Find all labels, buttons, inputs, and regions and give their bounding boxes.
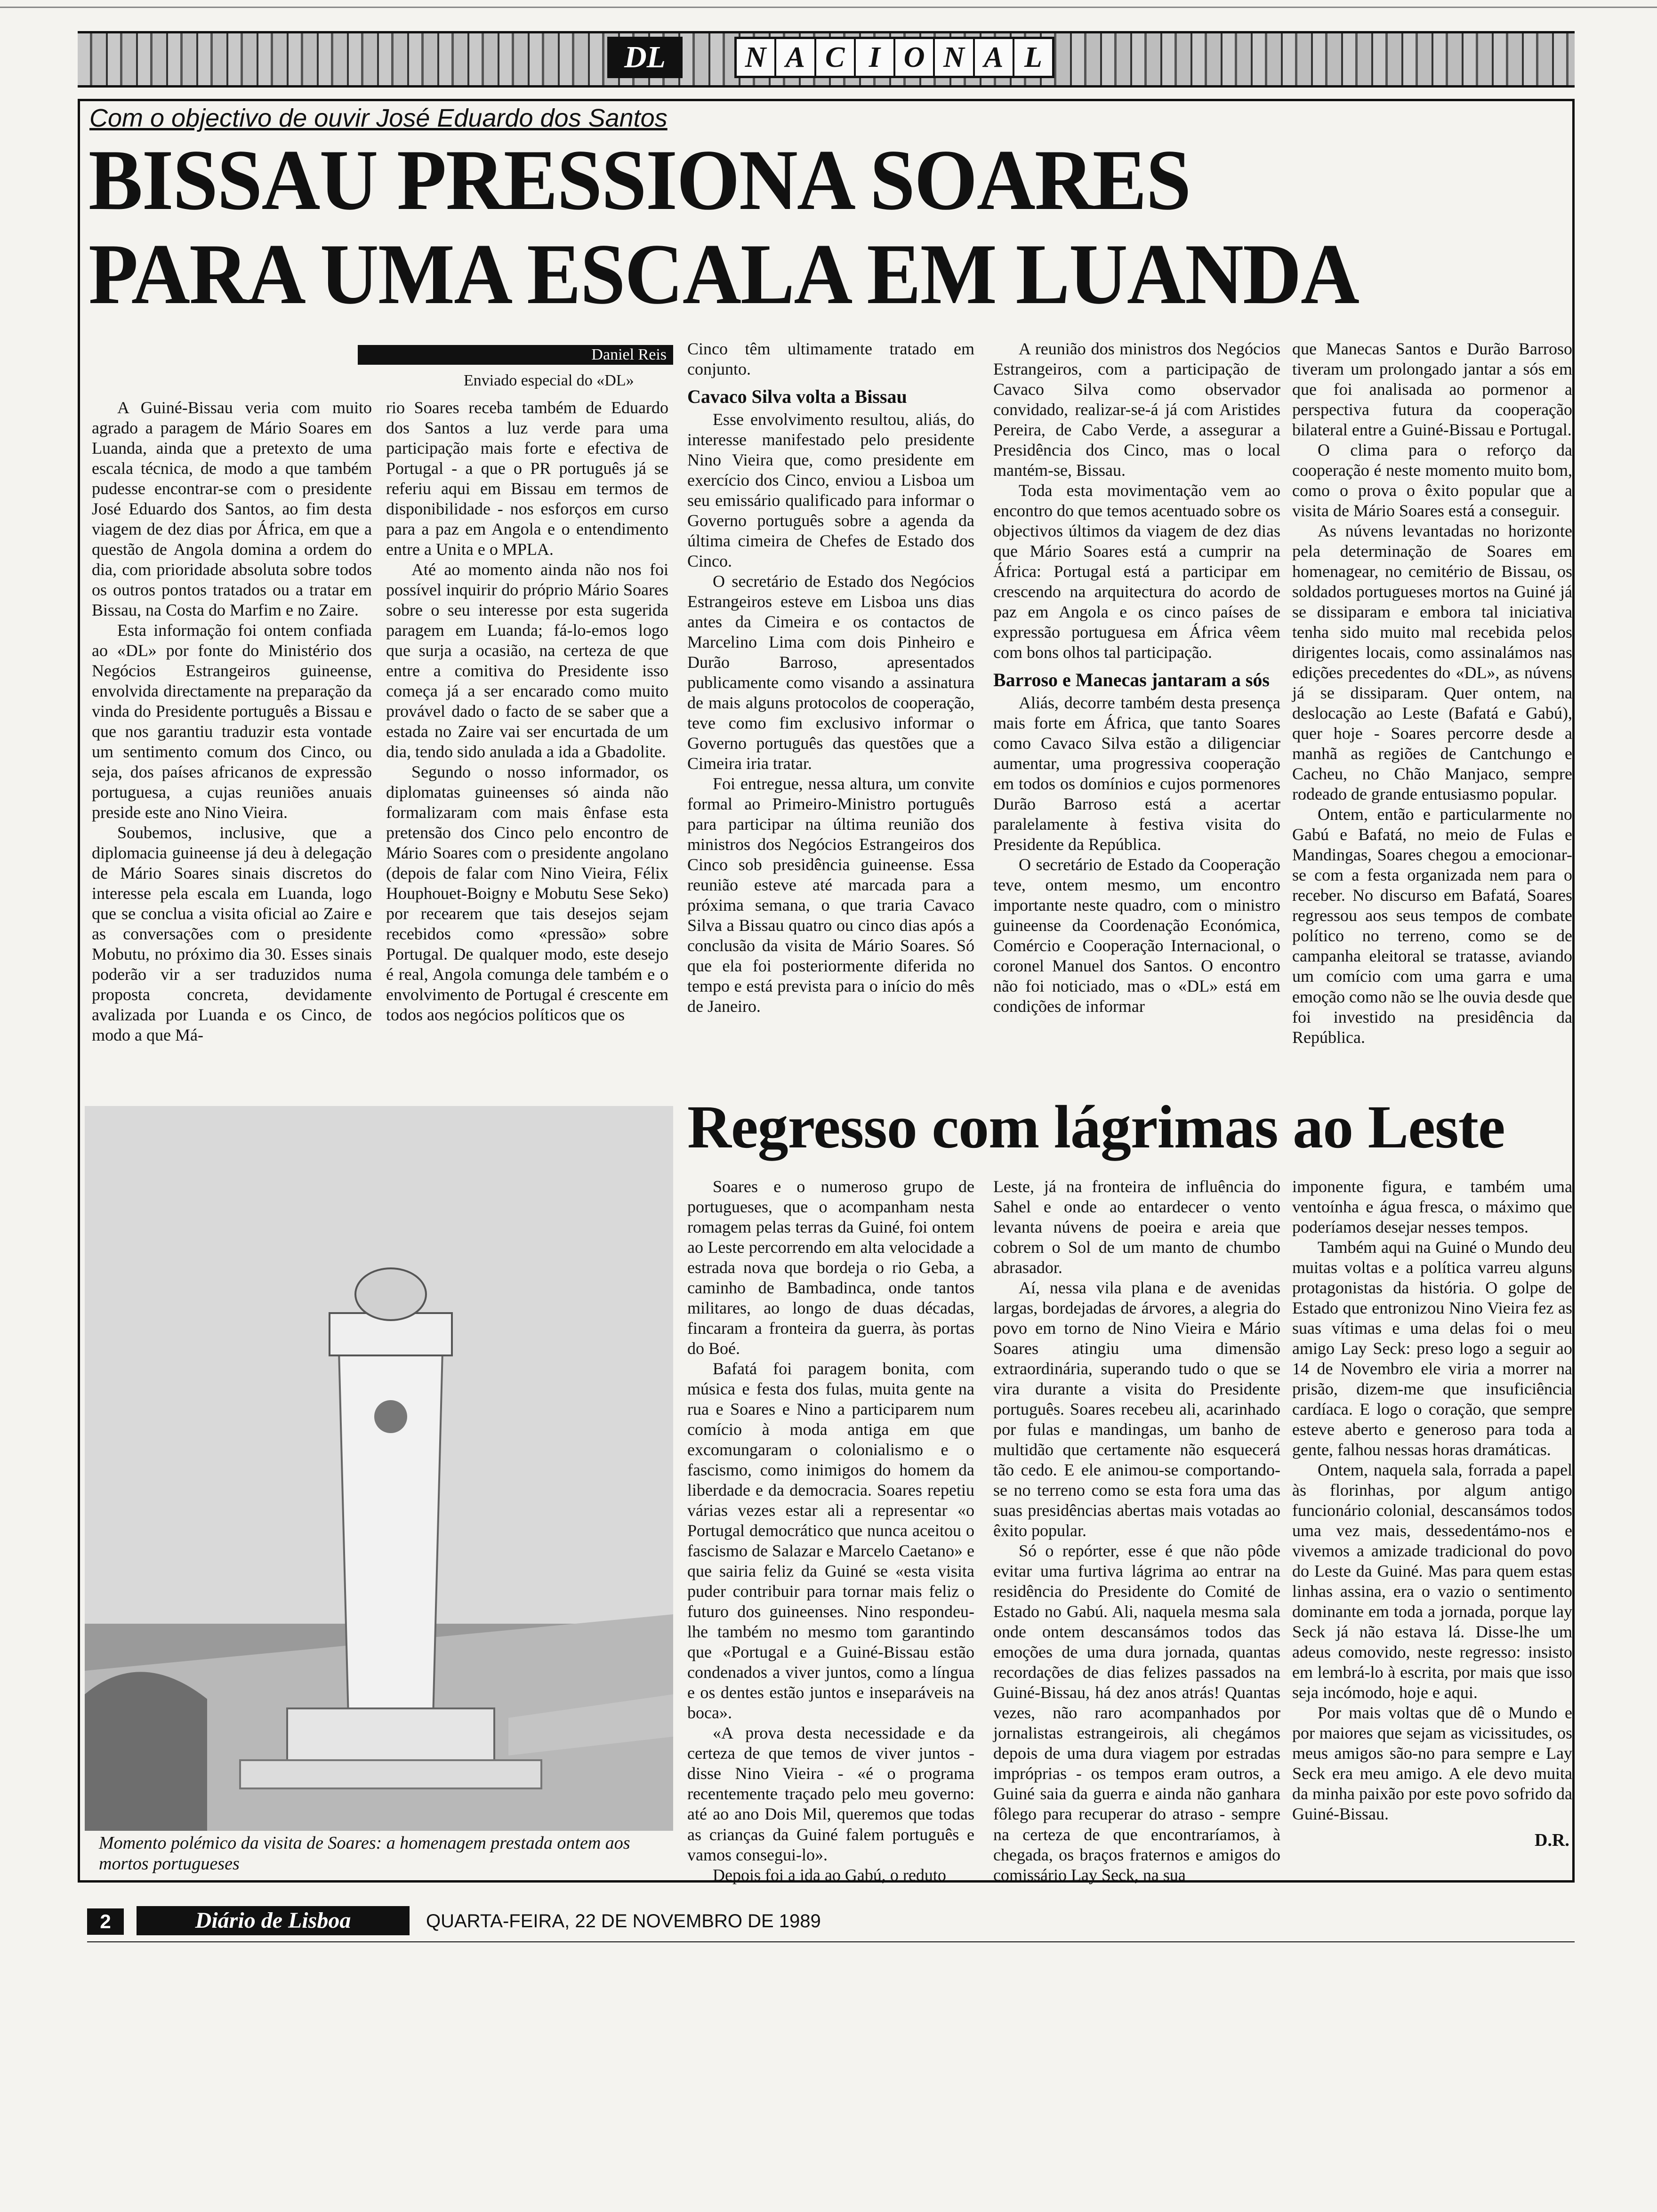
paragraph: «A prova desta necessidade e da certeza de que temos de viver juntos - disse Nino Vieira - «é o programa recentemente traçado pelo meu governo: até ao ano Dois Mil, queremos que todas as crianças da Guiné falem português e vamos consegui-lo».: [687, 1723, 974, 1864]
monument-illustration: [85, 1106, 673, 1831]
newspaper-logo: Diário de Lisboa: [137, 1906, 410, 1935]
article2-column-3: [1292, 1177, 1572, 1825]
paragraph: rio Soares receba também de Eduardo dos Santos a luz verde para uma participação mais forte e efectiva de Portugal - a que o PR português já se referiu aqui em Bissau em termos de disponibilidade - nos esforços em curso para a paz em Angola e o entendimento entre a Unita e o MPLA.: [386, 398, 668, 559]
paragraph: Também aqui na Guiné o Mundo deu muitas voltas e a política varreu alguns protagonistas da história. O golpe de Estado que entronizou Nino Vieira fez as suas vítimas e uma delas foi o meu amigo Lay Seck: preso logo a seguir ao 14 de Novembro ele viria a morrer na prisão, dizem-me que insuficiência cardíaca. E logo o coração, que sempre esteve aberto e generoso para toda a gente, falhou nessas horas dramáticas.: [1292, 1238, 1572, 1459]
paragraph: O clima para o reforço da cooperação é neste momento muito bom, como o prova o êxito popular que a visita de Mário Soares está a conseguir.: [1292, 441, 1572, 521]
paragraph: que Manecas Santos e Durão Barroso tiveram um prolongado jantar a sós em que foi analisada ao pormenor a perspectiva futura da cooperação bilateral entre a Guiné-Bissau e Portugal.: [1292, 339, 1572, 440]
subheading: Cavaco Silva volta a Bissau: [687, 386, 907, 408]
section-letter: N: [935, 39, 974, 76]
author-signature: D.R.: [1535, 1830, 1569, 1850]
monument-photo: [85, 1106, 673, 1831]
paragraph: Até ao momento ainda não nos foi possível inquirir do próprio Mário Soares sobre o seu interesse por esta sugerida paragem em Luanda; fá-lo-emos logo que surja a ocasião, na certeza de que entre a comitiva do Presidente isso começa já a ser encarado como muito provável dado o facto de se saber que a estada no Zaire vai ser encurtada de um dia, tendo sido anulada a ida a Gbadolite.: [386, 560, 668, 761]
paragraph: O secretário de Estado dos Negócios Estrangeiros esteve em Lisboa uns dias antes da Cimeira e os contactos de Marcelino Lima com dois Pinheiro e Durão Barroso, apresentados publicamente como visando a assinatura de mais alguns protocolos de cooperação, teve como fim exclusivo informar o Governo português das questões que a Cimeira iria tratar.: [687, 572, 974, 773]
paragraph: Leste, já na fronteira de influência do Sahel e onde ao entardecer o vento levanta núvens de poeira e areia que cobrem o Sol de um manto de chumbo abrasador.: [993, 1177, 1280, 1277]
paragraph: Foi entregue, nessa altura, um convite formal ao Primeiro-Ministro português para participar na última reunião dos ministros dos Negócios Estrangeiros dos Cinco sob presidência guineense. Essa reunião esteve até marcada para a próxima semana, o que traria Cavaco Silva a Bissau quatro ou cinco dias após a conclusão da visita de Mário Soares. Só que ela foi posteriormente diferida no tempo e está prevista para o início do mês de Janeiro.: [687, 774, 974, 1016]
article2-column-1: [687, 1177, 974, 1885]
paragraph: O secretário de Estado da Cooperação teve, ontem mesmo, um encontro importante neste quadro, com o ministro guineense da Coordenação Económica, Comércio e Cooperação Internacional, o coronel Manuel dos Santos. O encontro não foi noticiado, mas o «DL» está em condições de informar: [993, 855, 1280, 1016]
paragraph: A Guiné-Bissau veria com muito agrado a paragem de Mário Soares em Luanda, ainda que a pretexto de uma escala técnica, de modo a que também pudesse encontrar-se com o presidente José Eduardo dos Santos, ao fim desta viagem de dez dias por África, em que a questão de Angola domina a ordem do dia, com prioridade absoluta sobre todos os outros pontos tratados ou a tratar em Bissau, na Costa do Marfim e no Zaire.: [92, 398, 372, 620]
dl-logo: DL: [607, 37, 683, 78]
headline-line-1: BISSAU PRESSIONA SOARES: [88, 132, 1190, 228]
paragraph: Toda esta movimentação vem ao encontro do que temos acentuado sobre os objectivos últimos da viagem de dez dias que Mário Soares está a cumprir na África: Portugal está a participar em crescendo na arquitectura do acordo de paz em Angola e os cinco países de expressão portuguesa em África vêem com bons olhos tal participação.: [993, 481, 1280, 662]
section-letter: N: [737, 39, 776, 76]
paragraph: Bafatá foi paragem bonita, com música e festa dos fulas, muita gente na rua e Soares e Nino a participarem num comício à moda antiga em que excomungaram o colonialismo e o fascismo, como inimigos do homem da liberdade e da democracia. Soares repetiu várias vezes estar ali a representar «o Portugal democrático que nunca aceitou o fascismo de Salazar e Marcelo Caetano» e que sairia feliz da Guiné se «esta visita puder contribuir para tornar mais feliz o futuro dos guineenses. Nino respondeu-lhe também no mesmo tom garantindo que «Portugal e a Guiné-Bissau estão condenados a viver juntos, como a língua e os dentes estão juntos e inseparáveis na boca».: [687, 1359, 974, 1723]
section-letter: A: [776, 39, 816, 76]
page-number: 2: [87, 1908, 124, 1935]
paragraph: Soares e o numeroso grupo de portugueses, que o acompanham nesta romagem pelas terras da Guiné, foi ontem ao Leste percorrendo em alta velocidade a estrada nova que bordeja o rio Geba, a caminho de Bambadinca, onde tantos militares, ao longo de duas décadas, fincaram a fronteira da guerra, às portas do Boé.: [687, 1177, 974, 1358]
photo-caption: Momento polémico da visita de Soares: a homenagem prestada ontem aos mortos portugueses: [99, 1833, 630, 1874]
paragraph: Esse envolvimento resultou, aliás, do interesse manifestado pelo presidente Nino Vieira que, como presidente em exercício dos Cinco, enviou a Lisboa um seu emissário qualificado para informar o Governo português sobre a agenda da última cimeira de Chefes de Estado dos Cinco.: [687, 410, 974, 571]
headline-line-2: PARA UMA ESCALA EM LUANDA: [88, 226, 1359, 322]
scan-edge: [0, 7, 1657, 8]
section-title-nacional: [734, 37, 1054, 78]
paragraph: Ontem, então e particularmente no Gabú e Bafatá, no meio de Fulas e Mandingas, Soares chegou a emocionar-se com a festa organizada nem para o receber. No discurso em Bafatá, Soares regressou aos seus tempos de combate político no terreno, como se de campanha eleitoral se tratasse, aviando um comício com uma garra e uma emoção como não se lhe ouvia desde que foi investido na presidência da República.: [1292, 805, 1572, 1047]
article1-column-4: [993, 339, 1280, 1017]
article1-column-1: [92, 398, 372, 1046]
article2-headline: Regresso com lágrimas ao Leste: [687, 1093, 1505, 1161]
article1-column-3: [687, 339, 974, 1017]
paragraph: Esta informação foi ontem confiada ao «DL» por fonte do Ministério dos Negócios Estrangeiros guineense, envolvida directamente na preparação da vinda do Presidente português a Bissau e que nos garantiu traduzir esta vontade um sentimento comum dos Cinco, ou seja, dos países africanos de expressão portuguesa, a cujas reuniões anuais preside este ano Nino Vieira.: [92, 621, 372, 822]
paragraph: imponente figura, e também uma ventoínha e água fresca, o máximo que poderíamos desejar nesses tempos.: [1292, 1177, 1572, 1237]
paragraph: Cinco têm ultimamente tratado em conjunto.: [687, 339, 974, 379]
paragraph: Segundo o nosso informador, os diplomatas guineenses só ainda não formalizaram com mais ênfase esta pretensão dos Cinco pelo encontro de Mário Soares com o presidente angolano (depois de falar com Nino Vieira, Félix Houphouet-Boigny e Mobutu Sese Seko) por recearem que tais desejos sejam recebidos como «pressão» sobre Portugal. De qualquer modo, este desejo é real, Angola comunga dele também e o envolvimento de Portugal é crescente em todos aos negócios políticos que os: [386, 762, 668, 1025]
section-letter: C: [816, 39, 856, 76]
section-letter: I: [856, 39, 895, 76]
subheading: Barroso e Manecas jantaram a sós: [993, 669, 1270, 691]
footer-rule: [87, 1941, 1575, 1945]
article1-column-2: [386, 398, 668, 1025]
byline-author: Daniel Reis: [358, 345, 673, 365]
byline-role: Enviado especial do «DL»: [464, 372, 634, 389]
paragraph: Depois foi a ida ao Gabú, o reduto: [713, 1865, 946, 1884]
paragraph: Soubemos, inclusive, que a diplomacia guineense já deu à delegação de Mário Soares sinais discretos do interesse pela escala em Luanda, logo que se conclua a visita oficial ao Zaire e as conversações com o presidente Mobutu, no próximo dia 30. Esses sinais poderão vir a ser traduzidos numa proposta concreta, devidamente avalizada por Luanda e os Cinco, de modo a que Má-: [92, 823, 372, 1045]
section-letter: O: [895, 39, 935, 76]
paragraph: Ontem, naquela sala, forrada a papel às florinhas, por algum antigo funcionário colonial, descansámos todos uma vez mais, dessedentámo-nos e vivemos a amizade tradicional do povo do Leste da Guiné. Mas para quem estas linhas assina, era o vazio o sentimento dominante em toda a jornada, porque lay Seck já não estava lá. Disse-lhe um adeus comovido, neste regresso: insisto em lembrá-lo à escrita, por mais que isso seja incómodo, hoje e aqui.: [1292, 1460, 1572, 1702]
paragraph: A reunião dos ministros dos Negócios Estrangeiros, com a participação de Cavaco Silva como observador convidado, realizar-se-á já com Aristides Pereira, de Cabo Verde, a assegurar a Presidência dos Cinco, mas o local mantém-se, Bissau.: [993, 339, 1280, 480]
article-kicker: Com o objectivo de ouvir José Eduardo dos Santos: [89, 104, 668, 132]
section-letter: A: [975, 39, 1014, 76]
article1-column-5: [1292, 339, 1572, 1048]
paragraph: As núvens levantadas no horizonte pela determinação de Soares em homenagear, no cemitério de Bissau, os soldados portugueses mortos na Guiné já se dissiparam e embora tal iniciativa tenha sido muito mal recebida pelos dirigentes locais, como assinalámos nas edições precedentes do «DL», as núvens já se dissiparam. Quer ontem, na deslocação ao Leste (Bafatá e Gabú), quer hoje - Soares percorre desde a manhã as regiões de Cantchungo e Cacheu, no Chão Manjaco, sempre rodeado de grande entusiasmo popular.: [1292, 521, 1572, 804]
issue-date: QUARTA-FEIRA, 22 DE NOVEMBRO DE 1989: [426, 1911, 821, 1931]
paragraph: Por mais voltas que dê o Mundo e por maiores que sejam as vicissitudes, os meus amigos são-no para sempre e Lay Seck era meu amigo. A ele devo muita da minha paixão por este povo sofrido da Guiné-Bissau.: [1292, 1703, 1572, 1824]
section-letter: L: [1024, 41, 1042, 73]
article2-column-2: [993, 1177, 1280, 1885]
paragraph: Só o repórter, esse é que não pôde evitar uma furtiva lágrima ao entrar na residência do Presidente do Comité de Estado no Gabú. Ali, naquela mesma sala onde ontem descansámos todos das emoções de uma dura jornada, quantas recordações de dias felizes passados na Guiné-Bissau, há dez anos atrás! Quantas vezes, não raro acompanhados por jornalistas estrangeirois, ali chegámos depois de uma dura viagem por estradas impróprias - os tempos eram outros, a Guiné saia da guerra e ainda não ganhara fôlego para recuperar do atraso - sempre na certeza de que encontraríamos, à chegada, os braços fraternos e amigos do comissário Lay Seck, na sua: [993, 1541, 1280, 1884]
paragraph: Aliás, decorre também desta presença mais forte em África, que tanto Soares como Cavaco Silva estão a diligenciar aumentar, uma progressiva cooperação em todos os domínios e cujos pormenores Durão Barroso está a acertar paralelamente à festiva visita do Presidente da República.: [993, 693, 1280, 854]
paragraph: Aí, nessa vila plana e de avenidas largas, bordejadas de árvores, a alegria do povo em torno de Nino Vieira e Mário Soares atingiu uma dimensão extraordinária, superando tudo o que se vira durante a visita do Presidente português. Soares recebeu ali, acarinhado por fulas e mandingas, um banho de multidão que certamente não esquecerá tão cedo. E ele animou-se comportando-se no terreno como se esta fora uma das suas presidências abertas mais votadas ao êxito popular.: [993, 1278, 1280, 1540]
